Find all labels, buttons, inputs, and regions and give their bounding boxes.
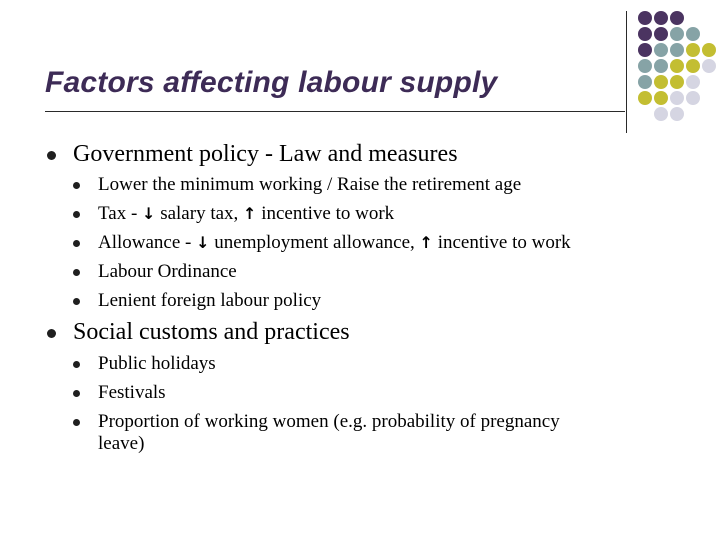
sub-bullet-text: incentive to work (256, 203, 395, 224)
down-arrow-icon: ↓ (142, 204, 156, 223)
decorative-dot (686, 59, 700, 73)
decorative-dot (638, 27, 652, 41)
sub-bullet-text: Lenient foreign labour policy (98, 290, 322, 311)
slide-title: Factors affecting labour supply (45, 66, 498, 99)
bullet-dot-icon (73, 298, 80, 305)
decorative-dot (670, 75, 684, 89)
vertical-divider (626, 11, 627, 133)
title-underline (45, 111, 625, 112)
up-arrow-icon: ↑ (243, 204, 257, 223)
decorative-dot (654, 107, 668, 121)
decorative-dot (638, 59, 652, 73)
bullet-text: Government policy - Law and measures (73, 141, 458, 167)
decorative-dot (686, 27, 700, 41)
decorative-dot (654, 43, 668, 57)
sub-bullet-text: incentive to work (432, 232, 571, 253)
decorative-dot (654, 59, 668, 73)
decorative-dot (670, 43, 684, 57)
decorative-dot (654, 91, 668, 105)
sub-bullet-text: unemployment allowance, (209, 232, 420, 253)
decorative-dot (654, 27, 668, 41)
decorative-dot (638, 91, 652, 105)
bullet-dot-icon (73, 269, 80, 276)
decorative-dot (638, 11, 652, 25)
decorative-dot (686, 43, 700, 57)
sub-bullet-text: Tax - (98, 203, 143, 224)
bullet-dot-icon (47, 329, 56, 338)
sub-bullet-text: Proportion of working women (e.g. probability of pregnancy (98, 411, 560, 432)
sub-bullet-text: Public holidays (98, 353, 216, 374)
up-arrow-icon: ↑ (419, 233, 433, 252)
bullet-dot-icon (47, 151, 56, 160)
decorative-dot (702, 59, 716, 73)
decorative-dot (670, 91, 684, 105)
sub-bullet-text: Allowance - (98, 232, 197, 253)
down-arrow-icon: ↓ (196, 233, 210, 252)
decorative-dot (670, 59, 684, 73)
decorative-dot (638, 75, 652, 89)
bullet-dot-icon (73, 182, 80, 189)
bullet-dot-icon (73, 419, 80, 426)
bullet-dot-icon (73, 390, 80, 397)
bullet-dot-icon (73, 211, 80, 218)
sub-bullet-text: Labour Ordinance (98, 261, 237, 282)
decorative-dot (638, 43, 652, 57)
bullet-dot-icon (73, 361, 80, 368)
bullet-dot-icon (73, 240, 80, 247)
decorative-dot (686, 75, 700, 89)
sub-bullet-text: Lower the minimum working / Raise the retirement age (98, 174, 522, 195)
decorative-dot (670, 27, 684, 41)
decorative-dot (670, 11, 684, 25)
decorative-dot (686, 91, 700, 105)
bullet-text: Social customs and practices (73, 319, 350, 345)
sub-bullet-continuation: leave) (98, 433, 145, 454)
sub-bullet-text: salary tax, (155, 203, 244, 224)
sub-bullet-text: Festivals (98, 382, 166, 403)
decorative-dot (654, 11, 668, 25)
decorative-dot (670, 107, 684, 121)
decorative-dot (654, 75, 668, 89)
decorative-dot (702, 43, 716, 57)
